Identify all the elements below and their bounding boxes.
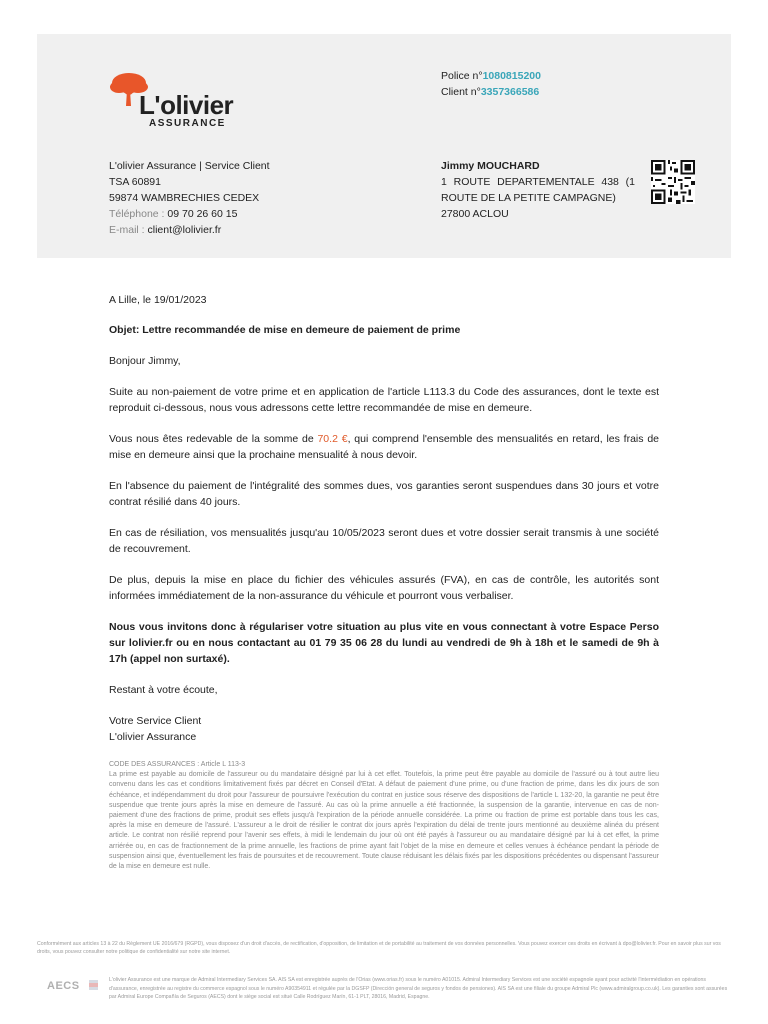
recipient-city: 27800 ACLOU: [441, 208, 509, 220]
sender-line-1: L'olivier Assurance | Service Client: [109, 160, 270, 172]
paragraph-2-before: Vous nous êtes redevable de la somme de: [109, 433, 318, 445]
page-footer: [37, 976, 731, 1006]
paragraph-2-after: , qui comprend l'ensemble des mensualités en retard, les frais de mise en demeure ainsi que la prochaine mensualité à nous devoir.: [109, 433, 659, 461]
sender-phone-line: [109, 206, 270, 222]
paragraph-2: [109, 431, 659, 463]
paragraph-1: Suite au non-paiement de votre prime et en application de l'article L113.3 du Code des assurances, dont le texte est reproduit ci-dessous, nous vous adressons cette lettre recommandée de mise en demeure.: [109, 386, 659, 414]
sender-line-3: 59874 WAMBRECHIES CEDEX: [109, 192, 260, 204]
code-text: La prime est payable au domicile de l'assureur ou du mandataire désigné par lui à cet effet. Toutefois, la prime peut être payable au domicile de l'assuré ou à tout autre lieu convenu dans les cas et conditions limitativement fixés par décret en Conseil d'Etat. A défaut de paiement d'une prime, ou d'une fraction de prime, dans les dix jours de son échéance, et indépendamment du droit pour l'assureur de poursuivre l'exécution du contrat en justice sous réserve des dispositions de l'article L 132-20, la garantie ne peut être suspendue que trente jours après la mise en demeure de l'assuré. Au cas où la prime annuelle a été fractionnée, la suspension de la garantie, intervenue en cas de non-paiement d'une des fractions de prime, produit ses effets jusqu'à l'expiration de la période annuelle considérée. La prime ou fraction de prime est portable dans tous les cas, après la mise en demeure de l'assuré. L'assureur a le droit de résilier le contrat dix jours après l'expiration du délai de trente jours mentionné au deuxième alinéa du présent article. Le contrat non résilié reprend pour l'avenir ses effets, à midi le lendemain du jour où ont été payés à l'assureur ou au mandataire désigné par lui à cet effet, la prime arriérée ou, en cas de fractionnement de la prime annuelle, les fractions de prime ayant fait l'objet de la mise en demeure et celles venues à échéance pendant la période de suspension ainsi que, éventuellement les frais de poursuites et de recouvrement. Toute clause réduisant les délais fixés par les dispositions précédentes ou dispensant l'assureur de la mise en demeure est nulle.: [109, 771, 659, 871]
phone-number[interactable]: 09 70 26 60 15: [167, 208, 238, 220]
paragraph-6-call-to-action: Nous vous invitons donc à régulariser votre situation au plus vite en vous connectant à votre Espace Perso sur lolivier.fr ou en nous contactant au 01 79 35 06 28 du lundi au vendredi de 9h à 18h et le samedi de 9h à 17h (appel non surtaxé).: [109, 621, 659, 665]
recipient-street: 1 ROUTE DEPARTEMENTALE 438 (1 ROUTE DE LA PETITE CAMPAGNE): [441, 176, 635, 204]
letter-subject: Objet: Lettre recommandée de mise en demeure de paiement de prime: [109, 324, 461, 336]
client-label: Client n°: [441, 86, 481, 98]
email-label: E-mail :: [109, 224, 148, 236]
client-line: [441, 84, 541, 100]
qr-code-icon: [651, 160, 695, 204]
eu-flag-icon: [89, 980, 98, 990]
signature-line-2: L'olivier Assurance: [109, 731, 197, 743]
amount-due: 70.2 €: [317, 433, 348, 445]
police-line: [441, 68, 541, 84]
client-number: 3357366586: [480, 86, 540, 98]
policy-references: [441, 68, 541, 100]
sender-email-line: [109, 222, 270, 238]
logo-subtitle: ASSURANCE: [149, 118, 226, 129]
paragraph-5: De plus, depuis la mise en place du fichier des véhicules assurés (FVA), en cas de contrôle, les autorités sont informées immédiatement de la non-assurance du véhicule et pourront vous verbaliser.: [109, 574, 659, 602]
aecs-logo: AECS: [47, 980, 80, 992]
paragraph-3: En l'absence du paiement de l'intégralité des sommes dues, vos garanties seront suspendues dans 30 jours et votre contrat résilié dans 40 jours.: [109, 480, 659, 508]
company-legal-notice: L'olivier Assurance est une marque de Admiral Intermediary Services SA. AIS SA est enregistrée auprès de l'Orias (www.orias.fr) sous le numéro A01015. Admiral Intermediary Services est une société espagnole ayant pour activité l'intermédiation en opérations d'assurance, enregistrée au registre du commerce espagnol sous le numéro A90354911 et régulée par la DGSFP (Dirección general de seguros y fondos de pensiones). AIS SA est une filiale du groupe Admiral Plc (www.admiralgroup.co.uk). Les garanties sont assurées par Admiral Europe Compañía de Seguros (AECS) dont le siège social est situé Calle Rodríguez Marín, 61-1 PLT, 28016, Madrid, Espagne.: [109, 977, 728, 1000]
letter-header: [37, 34, 731, 258]
paragraph-4: En cas de résiliation, vos mensualités jusqu'au 10/05/2023 seront dues et votre dossier serait transmis à une société de recouvrement.: [109, 527, 659, 555]
recipient-name: Jimmy MOUCHARD: [441, 160, 540, 172]
signature-block: [109, 713, 659, 745]
sender-line-2: TSA 60891: [109, 176, 161, 188]
recipient-address: [441, 158, 635, 222]
phone-label: Téléphone :: [109, 208, 168, 220]
brand-logo: [109, 70, 234, 134]
letter-date: A Lille, le 19/01/2023: [109, 294, 207, 306]
sender-address: [109, 158, 270, 238]
gdpr-notice: Conformément aux articles 13 à 22 du Règlement UE 2016/679 (RGPD), vous disposez d'un droit d'accès, de rectification, d'opposition, de limitation et de portabilité au traitement de vos données personnelles. Vous pouvez exercer ces droits en écrivant à dpo@lolivier.fr. Pour en savoir plus sur vos droits, vous pouvez consulter notre politique de confidentialité sur notre site internet.: [37, 941, 721, 955]
signature-line-1: Votre Service Client: [109, 715, 202, 727]
police-label: Police n°: [441, 70, 483, 82]
letter-body: [109, 292, 659, 745]
police-number: 1080815200: [482, 70, 541, 82]
code-title: CODE DES ASSURANCES : Article L 113-3: [109, 761, 246, 768]
letter-greeting: Bonjour Jimmy,: [109, 355, 181, 367]
letter-closing: Restant à votre écoute,: [109, 684, 218, 696]
code-des-assurances-excerpt: [109, 760, 659, 872]
email-link[interactable]: client@lolivier.fr: [147, 224, 222, 236]
logo-wordmark: L'olivier: [139, 90, 234, 120]
